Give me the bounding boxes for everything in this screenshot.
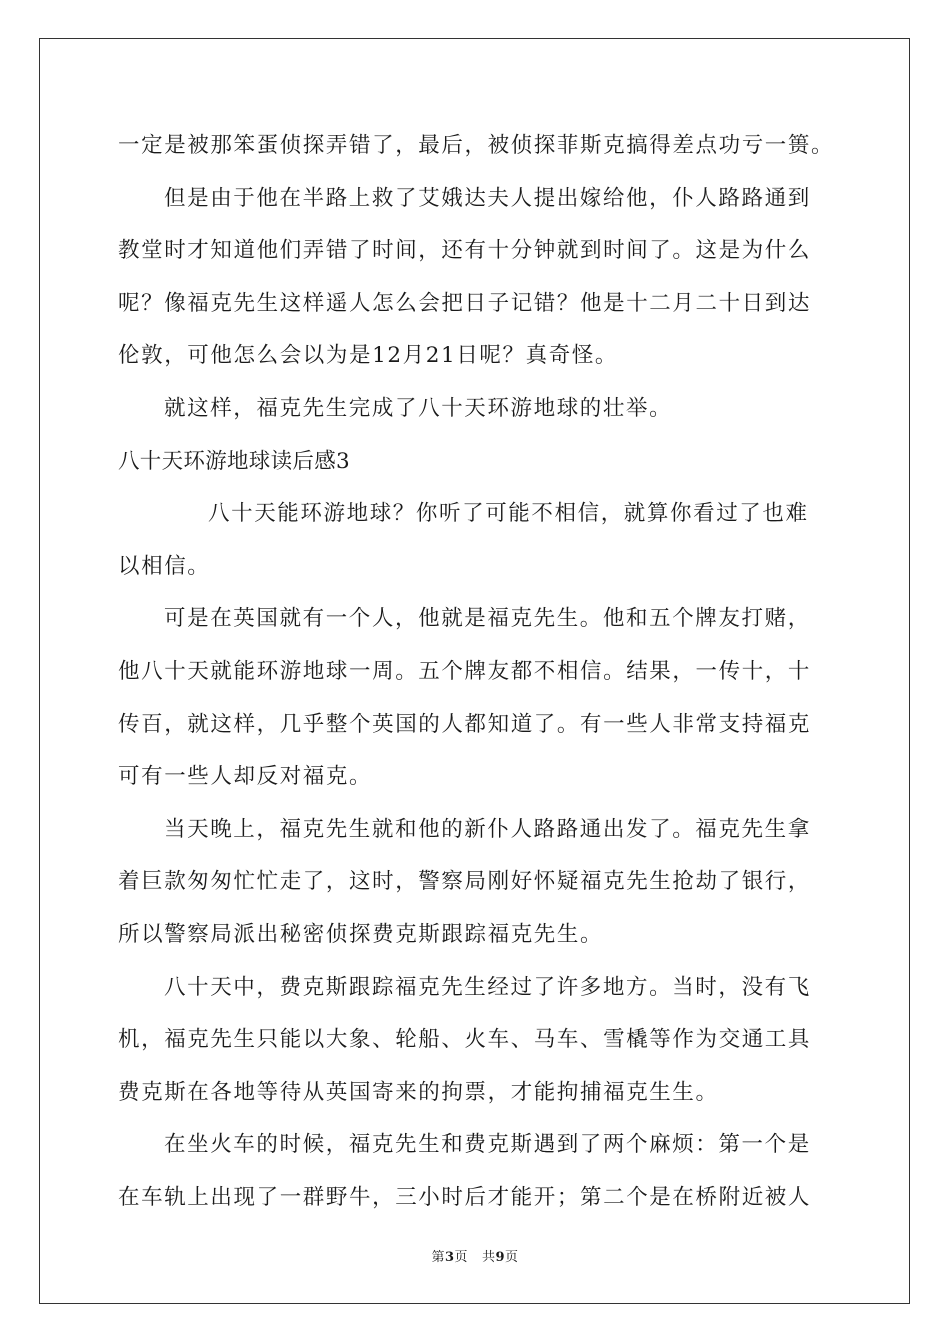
paragraph-line: 八十天能环游地球？你听了可能不相信，就算你看过了也难: [208, 501, 809, 527]
page-label: 第: [431, 1250, 445, 1265]
paragraph-line: 八十天中，费克斯跟踪福克先生经过了许多地方。当时，没有飞: [164, 974, 811, 1000]
page-number: 3: [444, 1250, 455, 1265]
paragraph-line: 一定是被那笨蛋侦探弄错了，最后，被侦探菲斯克搞得差点功亏一篑。: [118, 133, 835, 158]
paragraph-line: 但是由于他在半路上救了艾娥达夫人提出嫁给他，仆人路路通到: [164, 185, 811, 211]
paragraph-line: 所以警察局派出秘密侦探费克斯跟踪福克先生。: [118, 921, 604, 947]
total-unit: 页: [505, 1250, 519, 1265]
document-body: [118, 126, 834, 1230]
total-pages: 9: [495, 1250, 506, 1265]
paragraph-line: 呢？像福克先生这样遥人怎么会把日子记错？他是十二月二十日到达: [118, 290, 812, 316]
paragraph-line: 他八十天就能环游地球一周。五个牌友都不相信。结果，一传十，十: [118, 658, 812, 684]
paragraph-line: 教堂时才知道他们弄错了时间，还有十分钟就到时间了。这是为什么: [118, 238, 812, 264]
paragraph-line: 可有一些人却反对福克。: [118, 764, 373, 790]
page-footer: [0, 1246, 950, 1265]
paragraph-line: 着巨款匆匆忙忙走了，这时，警察局刚好怀疑福克先生抢劫了银行，: [118, 869, 812, 895]
total-label: 共: [481, 1250, 496, 1265]
paragraph-line: 传百，就这样，几乎整个英国的人都知道了。有一些人非常支持福克: [118, 711, 812, 737]
paragraph-line: 以相信。: [118, 553, 211, 579]
section-heading: 八十天环游地球读后感3: [118, 448, 350, 474]
paragraph-line: 就这样，福克先生完成了八十天环游地球的壮举。: [164, 395, 673, 421]
paragraph-line: 机，福克先生只能以大象、轮船、火车、马车、雪橇等作为交通工具: [118, 1027, 812, 1053]
paragraph-line: 费克斯在各地等待从英国寄来的拘票，才能拘捕福克生生。: [118, 1079, 719, 1105]
page-unit: 页: [454, 1250, 469, 1265]
paragraph-line: 在车轨上出现了一群野牛，三小时后才能开；第二个是在桥附近被人: [118, 1184, 812, 1210]
paragraph-line: 当天晚上，福克先生就和他的新仆人路路通出发了。福克先生拿: [164, 816, 811, 842]
paragraph-line: 伦敦，可他怎么会以为是12月21日呢？真奇怪。: [118, 343, 619, 369]
paragraph-line: 可是在英国就有一个人，他就是福克先生。他和五个牌友打赌，: [164, 606, 811, 632]
paragraph-line: 在坐火车的时候，福克先生和费克斯遇到了两个麻烦：第一个是: [164, 1132, 811, 1158]
